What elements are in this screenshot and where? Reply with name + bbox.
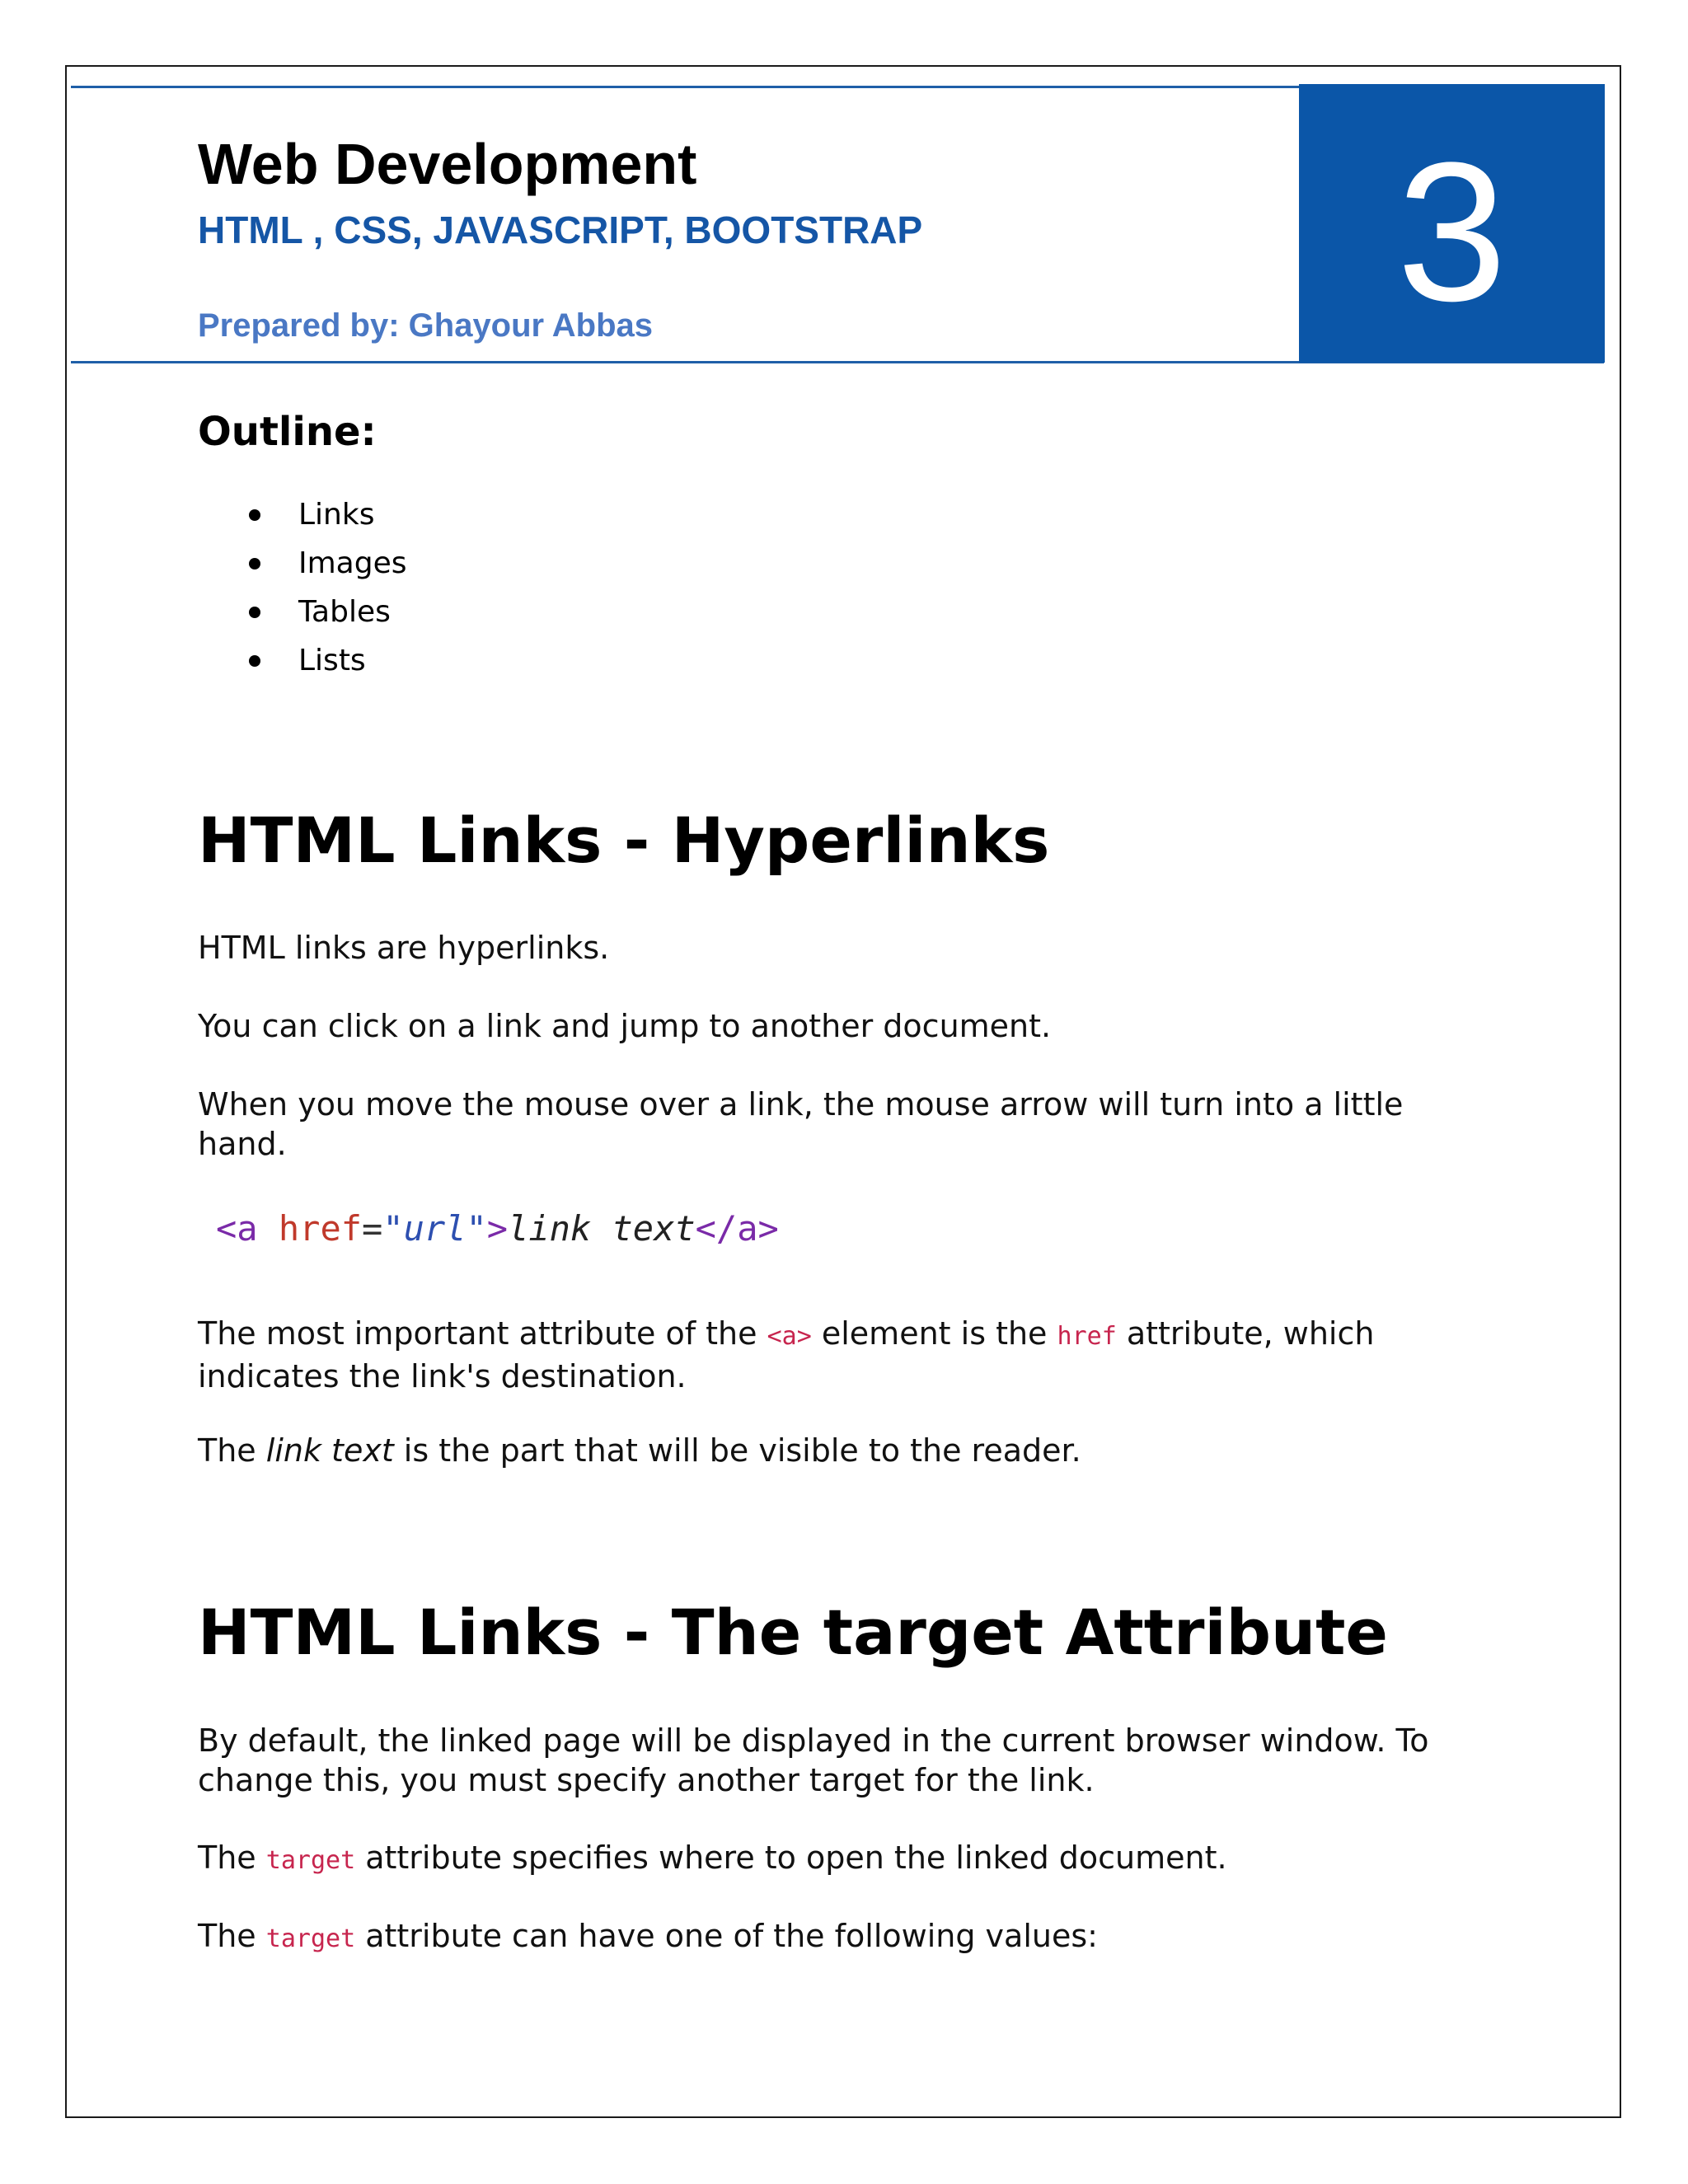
paragraph: When you move the mouse over a link, the mouse arrow will turn into a little hand. <box>198 1086 1404 1162</box>
course-subtitle: HTML , CSS, JAVASCRIPT, BOOTSTRAP <box>198 209 923 251</box>
inline-code: target <box>265 1924 356 1953</box>
prepared-by: Prepared by: Ghayour Abbas <box>198 307 653 344</box>
bullet-icon <box>249 558 260 569</box>
inline-code: target <box>265 1846 356 1875</box>
list-item: Links <box>247 492 407 541</box>
list-item: Images <box>247 541 407 589</box>
bullet-icon <box>249 509 260 521</box>
bullet-icon <box>249 655 260 667</box>
course-title: Web Development <box>198 132 697 196</box>
code-token-tag: <a <box>216 1208 258 1249</box>
code-token-text: link text <box>508 1208 696 1249</box>
list-item: Tables <box>247 589 407 638</box>
section-heading-target-attribute: HTML Links - The target Attribute <box>198 1596 1388 1669</box>
inline-code: href <box>1057 1322 1117 1351</box>
paragraph: The most important attribute of the <a> element is the href attribute, which indicates the link's destination. <box>198 1315 1375 1394</box>
code-token-value: "url" <box>382 1208 487 1249</box>
list-item: Lists <box>247 638 407 687</box>
outline-heading: Outline: <box>198 409 377 455</box>
inline-code: <a> <box>767 1322 812 1351</box>
emphasis: link text <box>265 1432 394 1469</box>
code-token-eq: = <box>362 1208 383 1249</box>
paragraph: The link text is the part that will be visible to the reader. <box>198 1432 1081 1469</box>
paragraph: By default, the linked page will be displayed in the current browser window. To change this, you must specify another target for the link. <box>198 1722 1429 1798</box>
section-heading-hyperlinks: HTML Links - Hyperlinks <box>198 804 1050 877</box>
chapter-badge <box>1299 84 1605 363</box>
outline-list <box>247 492 407 687</box>
code-example <box>216 1208 779 1249</box>
bullet-icon <box>249 607 260 618</box>
paragraph: The target attribute specifies where to open the linked document. <box>198 1840 1227 1876</box>
paragraph: You can click on a link and jump to another document. <box>198 1008 1052 1044</box>
chapter-number: 3 <box>1396 121 1507 342</box>
header-rule-top <box>71 86 1299 88</box>
code-token-tag: > <box>486 1208 509 1249</box>
paragraph: The target attribute can have one of the following values: <box>198 1918 1098 1954</box>
code-token-attr: href <box>278 1208 363 1249</box>
code-token-tag: </a> <box>695 1208 779 1249</box>
paragraph: HTML links are hyperlinks. <box>198 930 610 966</box>
